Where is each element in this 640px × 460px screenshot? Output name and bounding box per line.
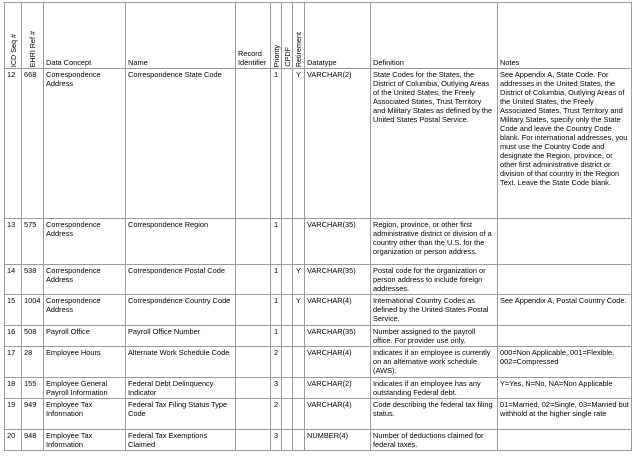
cell-datatype: VARCHAR(2): [305, 69, 371, 219]
cell-data-concept: Correspondence Address: [44, 265, 126, 295]
cell-record-identifier: [236, 347, 271, 378]
cell-name: Correspondence Country Code: [126, 295, 236, 326]
header-ehri-ref-label: EHRI Ref #: [28, 30, 37, 67]
cell-record-identifier: [236, 265, 271, 295]
table-row: [5, 326, 632, 347]
cell-datatype: NUMBER(4): [305, 430, 371, 451]
cell-notes: 01=Married, 02=Single, 03=Married but withhold at the higher single rate: [498, 399, 632, 430]
cell-record-identifier: [236, 430, 271, 451]
cell-definition: Indicates if an employee is currently on an alternative work schedule (AWS).: [371, 347, 498, 378]
cell-name: Payroll Office Number: [126, 326, 236, 347]
cell-datatype: VARCHAR(4): [305, 295, 371, 326]
cell-record-identifier: [236, 399, 271, 430]
cell-icd-seq: 17: [5, 347, 22, 378]
cell-icd-seq: 15: [5, 295, 22, 326]
cell-name: Correspondence Postal Code: [126, 265, 236, 295]
table-row: [5, 69, 632, 219]
cell-data-concept: Employee General Payroll Information: [44, 378, 126, 399]
cell-notes: [498, 265, 632, 295]
table-row: [5, 265, 632, 295]
cell-icd-seq: 13: [5, 219, 22, 265]
cell-cpdf: [282, 399, 293, 430]
cell-record-identifier: [236, 219, 271, 265]
cell-datatype: VARCHAR(2): [305, 378, 371, 399]
cell-cpdf: [282, 265, 293, 295]
cell-ehri-ref: 538: [22, 265, 44, 295]
cell-name: Correspondence State Code: [126, 69, 236, 219]
cell-notes: Y=Yes, N=No, NA=Non Applicable: [498, 378, 632, 399]
table-row: [5, 219, 632, 265]
cell-priority: 2: [271, 399, 282, 430]
cell-notes: [498, 326, 632, 347]
cell-retirement: [293, 326, 305, 347]
cell-ehri-ref: 508: [22, 326, 44, 347]
cell-priority: 3: [271, 430, 282, 451]
header-icd-seq-label: ICD Seq #: [8, 33, 18, 67]
cell-cpdf: [282, 69, 293, 219]
cell-data-concept: Employee Tax Information: [44, 399, 126, 430]
cell-definition: Number assigned to the payroll office. For provider use only.: [371, 326, 498, 347]
cell-retirement: [293, 430, 305, 451]
cell-icd-seq: 16: [5, 326, 22, 347]
cell-priority: 1: [271, 265, 282, 295]
cell-ehri-ref: 1004: [22, 295, 44, 326]
table-row: [5, 430, 632, 451]
cell-record-identifier: [236, 378, 271, 399]
cell-definition: Indicates if an employee has any outstanding Federal debt.: [371, 378, 498, 399]
header-notes: Notes: [498, 3, 632, 69]
header-definition: Definition: [371, 3, 498, 69]
cell-name: Federal Tax Exemptions Claimed: [126, 430, 236, 451]
cell-data-concept: Correspondence Address: [44, 69, 126, 219]
cell-retirement: [293, 347, 305, 378]
cell-notes: See Appendix A, State Code. For addresses in the United States, the District of Columbia, Outlying Areas of the United States, the Freely Associated States, Trust Territory and Military States, specify only the State Code and leave the Country Code blank. For international addresses, you must use the Country Code and designate the Region, province, or other first administrative district or division of that country in the Region Text. Leave the State Code blank.: [498, 69, 632, 219]
cell-retirement: [293, 399, 305, 430]
table-body: [5, 69, 632, 451]
cell-data-concept: Employee Hours: [44, 347, 126, 378]
cell-priority: 1: [271, 326, 282, 347]
header-datatype: Datatype: [305, 3, 371, 69]
cell-cpdf: [282, 430, 293, 451]
cell-data-concept: Payroll Office: [44, 326, 126, 347]
header-priority: [271, 3, 282, 69]
cell-definition: Code describing the federal tax filing status.: [371, 399, 498, 430]
cell-cpdf: [282, 326, 293, 347]
cell-datatype: VARCHAR(35): [305, 219, 371, 265]
cell-name: Alternate Work Schedule Code: [126, 347, 236, 378]
cell-cpdf: [282, 378, 293, 399]
cell-ehri-ref: 575: [22, 219, 44, 265]
cell-retirement: [293, 219, 305, 265]
cell-data-concept: Correspondence Address: [44, 219, 126, 265]
cell-cpdf: [282, 219, 293, 265]
cell-icd-seq: 14: [5, 265, 22, 295]
cell-notes: See Appendix A, Postal Country Code.: [498, 295, 632, 326]
header-retirement-label: Retirement: [294, 31, 303, 67]
header-retirement: [293, 3, 305, 69]
cell-ehri-ref: 155: [22, 378, 44, 399]
cell-name: Federal Tax Filing Status Type Code: [126, 399, 236, 430]
cell-priority: 3: [271, 378, 282, 399]
cell-ehri-ref: 668: [22, 69, 44, 219]
header-cpdf: [282, 3, 293, 69]
cell-datatype: VARCHAR(35): [305, 326, 371, 347]
cell-notes: [498, 219, 632, 265]
cell-cpdf: [282, 295, 293, 326]
cell-definition: Region, province, or other first administrative district or division of a country other than the U.S. for the organization or person address.: [371, 219, 498, 265]
cell-priority: 1: [271, 219, 282, 265]
cell-icd-seq: 18: [5, 378, 22, 399]
cell-record-identifier: [236, 326, 271, 347]
cell-priority: 1: [271, 69, 282, 219]
cell-retirement: Y: [293, 295, 305, 326]
header-cpdf-label: CPDF: [282, 47, 292, 67]
cell-name: Federal Debt Delinquency Indicator: [126, 378, 236, 399]
table-row: [5, 295, 632, 326]
cell-retirement: Y: [293, 265, 305, 295]
cell-definition: Number of deductions claimed for federal taxes.: [371, 430, 498, 451]
cell-cpdf: [282, 347, 293, 378]
cell-icd-seq: 19: [5, 399, 22, 430]
cell-ehri-ref: 948: [22, 430, 44, 451]
header-name: Name: [126, 3, 236, 69]
cell-icd-seq: 12: [5, 69, 22, 219]
cell-ehri-ref: 949: [22, 399, 44, 430]
cell-priority: 2: [271, 347, 282, 378]
header-priority-label: Priority: [271, 44, 281, 67]
cell-datatype: VARCHAR(4): [305, 347, 371, 378]
header-record-identifier: Record Identifier: [236, 3, 271, 69]
cell-datatype: VARCHAR(35): [305, 265, 371, 295]
cell-definition: International Country Codes as defined by the United States Postal Service.: [371, 295, 498, 326]
header-data-concept: Data Concept: [44, 3, 126, 69]
cell-definition: Postal code for the organization or person address to include foreign addresses.: [371, 265, 498, 295]
cell-icd-seq: 20: [5, 430, 22, 451]
cell-name: Correspondence Region: [126, 219, 236, 265]
cell-priority: 1: [271, 295, 282, 326]
header-row: [5, 3, 632, 69]
table-row: [5, 399, 632, 430]
table-row: [5, 347, 632, 378]
cell-retirement: Y: [293, 69, 305, 219]
cell-data-concept: Correspondence Address: [44, 295, 126, 326]
header-icd-seq: [5, 3, 22, 69]
cell-record-identifier: [236, 69, 271, 219]
cell-ehri-ref: 28: [22, 347, 44, 378]
table-row: [5, 378, 632, 399]
data-element-table: [4, 2, 632, 451]
cell-retirement: [293, 378, 305, 399]
cell-data-concept: Employee Tax Information: [44, 430, 126, 451]
cell-notes: [498, 430, 632, 451]
cell-datatype: VARCHAR(4): [305, 399, 371, 430]
header-ehri-ref: [22, 3, 44, 69]
cell-notes: 000=Non Applicable, 001=Flexible, 002=Compressed: [498, 347, 632, 378]
cell-record-identifier: [236, 295, 271, 326]
cell-definition: State Codes for the States, the District of Columbia, Outlying Areas of the United States, the Freely Associated States, Trust Territory and Military States as defined by the United States Postal Service.: [371, 69, 498, 219]
